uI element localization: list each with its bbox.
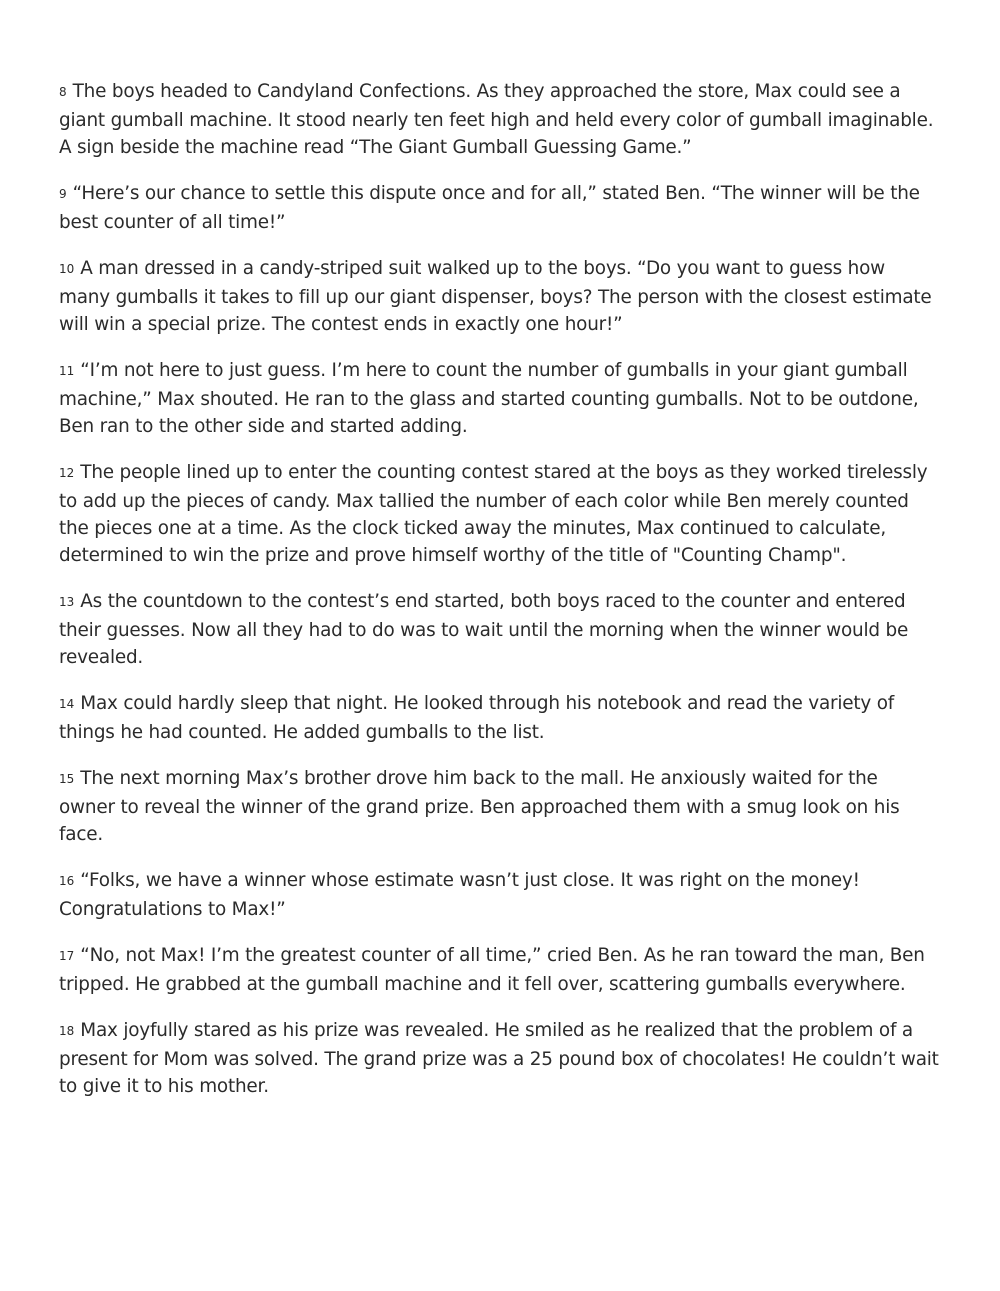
paragraph-14: [59, 690, 939, 746]
paragraph-number: 16: [59, 874, 75, 888]
paragraph-12: [59, 459, 939, 569]
paragraph-text: Max could hardly sleep that night. He looked through his notebook and read the variety of things he had counted. He added gumballs to the list.: [59, 693, 895, 743]
paragraph-number: 10: [59, 262, 75, 276]
paragraph-18: [59, 1017, 939, 1100]
document-page: [59, 78, 939, 1119]
paragraph-text: “No, not Max! I’m the greatest counter of all time,” cried Ben. As he ran toward the man, Ben tripped. He grabbed at the gumball machine and it fell over, scattering gumballs everywhere.: [59, 945, 925, 995]
paragraph-10: [59, 255, 939, 338]
paragraph-8: [59, 78, 939, 161]
paragraph-15: [59, 765, 939, 848]
paragraph-text: As the countdown to the contest’s end started, both boys raced to the counter and entered their guesses. Now all they had to do was to wait until the morning when the winner would be revealed.: [59, 591, 909, 668]
paragraph-16: [59, 867, 939, 923]
paragraph-text: A man dressed in a candy-striped suit walked up to the boys. “Do you want to guess how many gumballs it takes to fill up our giant dispenser, boys? The person with the closest estimate will win a special prize. The contest ends in exactly one hour!”: [59, 258, 932, 335]
paragraph-number: 15: [59, 772, 75, 786]
paragraph-number: 12: [59, 466, 75, 480]
paragraph-text: “I’m not here to just guess. I’m here to count the number of gumballs in your giant gumball machine,” Max shouted. He ran to the glass and started counting gumballs. Not to be outdone, Ben ran to the other side and started adding.: [59, 360, 919, 437]
paragraph-text: “Folks, we have a winner whose estimate wasn’t just close. It was right on the money! Congratulations to Max!”: [59, 870, 860, 920]
paragraph-text: The people lined up to enter the counting contest stared at the boys as they worked tirelessly to add up the pieces of candy. Max tallied the number of each color while Ben merely counted the pieces one at a time. As the clock ticked away the minutes, Max continued to calculate, determined to win the prize and prove himself worthy of the title of "Counting Champ".: [59, 462, 928, 566]
paragraph-number: 14: [59, 697, 75, 711]
paragraph-number: 13: [59, 595, 75, 609]
paragraph-13: [59, 588, 939, 671]
paragraph-text: The next morning Max’s brother drove him back to the mall. He anxiously waited for the owner to reveal the winner of the grand prize. Ben approached them with a smug look on his face.: [59, 768, 900, 845]
paragraph-number: 11: [59, 364, 75, 378]
paragraph-text: Max joyfully stared as his prize was revealed. He smiled as he realized that the problem of a present for Mom was solved. The grand prize was a 25 pound box of chocolates! He couldn’t wait to give it to his mother.: [59, 1020, 939, 1097]
paragraph-17: [59, 942, 939, 998]
paragraph-number: 8: [59, 85, 67, 99]
paragraph-number: 17: [59, 949, 75, 963]
paragraph-11: [59, 357, 939, 440]
paragraph-text: “Here’s our chance to settle this dispute once and for all,” stated Ben. “The winner will be the best counter of all time!”: [59, 183, 920, 233]
paragraph-number: 9: [59, 187, 67, 201]
paragraph-text: The boys headed to Candyland Confections. As they approached the store, Max could see a giant gumball machine. It stood nearly ten feet high and held every color of gumball imaginable. A sign beside the machine read “The Giant Gumball Guessing Game.”: [59, 81, 934, 158]
paragraph-9: [59, 180, 939, 236]
paragraph-number: 18: [59, 1024, 75, 1038]
